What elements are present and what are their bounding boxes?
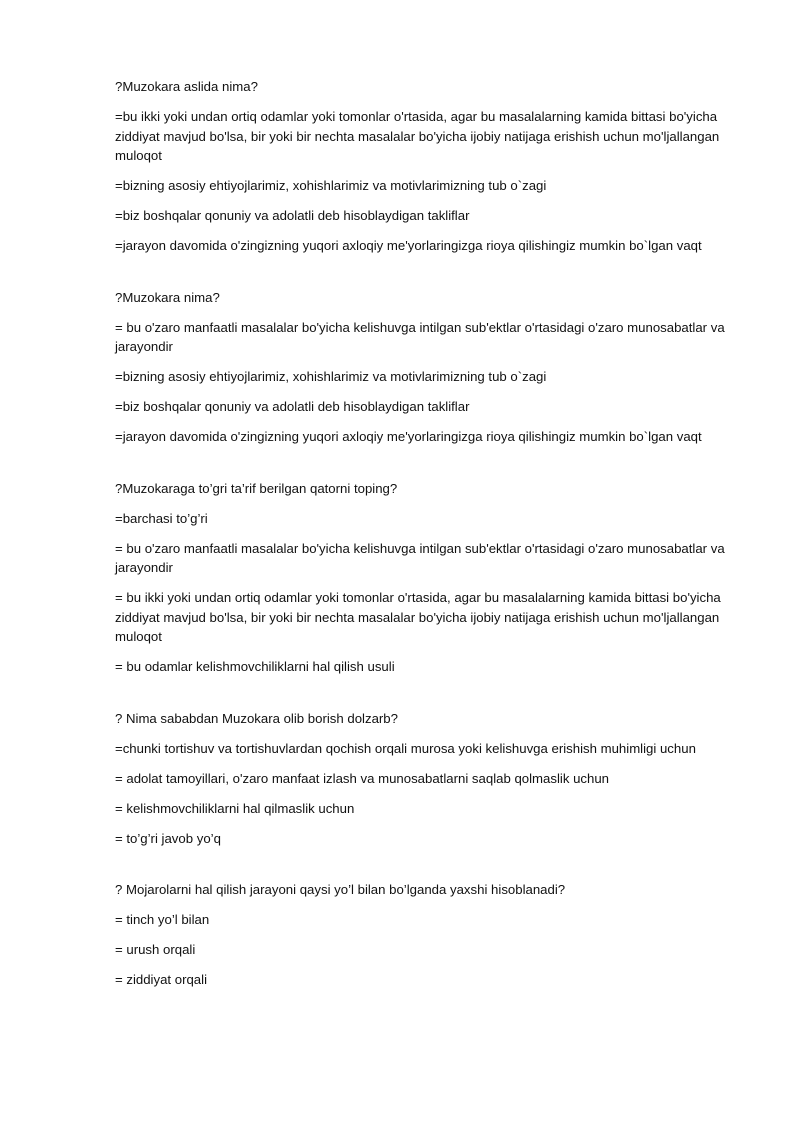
answer-option: =bu ikki yoki undan ortiq odamlar yoki tomonlar o'rtasida, agar bu masalalarning kamida bittasi bo'yicha ziddiyat mavjud bo'lsa, bir yoki bir nechta masalalar bo'yicha ijobiy natijaga erishish uchun mo'ljallangan muloqot (115, 109, 720, 163)
answer-option: = tinch yo’l bilan (115, 912, 210, 927)
question-block (115, 709, 747, 849)
question-block (115, 288, 747, 447)
answer-option: =jarayon davomida o'zingizning yuqori axloqiy me'yorlaringizga rioya qilishingiz mumkin bo`lgan vaqt (115, 238, 702, 253)
answer-option: = bu o'zaro manfaatli masalalar bo'yicha kelishuvga intilgan sub'ektlar o'rtasidagi o'zaro munosabatlar va jarayondir (115, 319, 725, 354)
document-page (115, 77, 747, 1022)
answer-option: = urush orqali (115, 942, 196, 957)
question-text: ?Muzokara aslida nima? (115, 79, 258, 94)
answer-option: =barchasi to’g’ri (115, 510, 208, 526)
answer-option: =jarayon davomida o'zingizning yuqori axloqiy me'yorlaringizga rioya qilishingiz mumkin bo`lgan vaqt (115, 429, 702, 444)
question-block (115, 77, 747, 256)
answer-option: =biz boshqalar qonuniy va adolatli deb hisoblaydigan takliflar (115, 208, 470, 223)
answer-option: =bizning asosiy ehtiyojlarimiz, xohishlarimiz va motivlarimizning tub o`zagi (115, 369, 547, 384)
question-text: ?Muzokaraga to’gri ta’rif berilgan qatorni toping? (115, 480, 398, 496)
answer-option: =biz boshqalar qonuniy va adolatli deb hisoblaydigan takliflar (115, 399, 470, 414)
question-text: ?Muzokara nima? (115, 289, 220, 305)
answer-option: =chunki tortishuv va tortishuvlardan qochish orqali murosa yoki kelishuvga erishish muhimligi uchun (115, 740, 696, 756)
answer-option: = ziddiyat orqali (115, 972, 207, 987)
answer-option: = bu ikki yoki undan ortiq odamlar yoki tomonlar o'rtasida, agar bu masalalarning kamida bittasi bo'yicha ziddiyat mavjud bo'lsa, bir yoki bir nechta masalalar bo'yicha ijobiy natijaga erishish uchun mo'ljallangan muloqot (115, 590, 721, 644)
answer-option: =bizning asosiy ehtiyojlarimiz, xohishlarimiz va motivlarimizning tub o`zagi (115, 178, 547, 193)
answer-option: = bu odamlar kelishmovchiliklarni hal qilish usuli (115, 659, 395, 674)
answer-option: = bu o'zaro manfaatli masalalar bo'yicha kelishuvga intilgan sub'ektlar o'rtasidagi o'zaro munosabatlar va jarayondir (115, 540, 725, 575)
answer-option: = to’g’ri javob yo’q (115, 830, 221, 846)
question-text: ? Mojarolarni hal qilish jarayoni qaysi yo’l bilan bo’lganda yaxshi hisoblanadi? (115, 882, 566, 897)
answer-option: = adolat tamoyillari, o'zaro manfaat izlash va munosabatlarni saqlab qolmaslik uchun (115, 770, 610, 786)
question-block (115, 479, 747, 677)
question-text: ? Nima sababdan Muzokara olib borish dolzarb? (115, 710, 398, 726)
answer-option: = kelishmovchiliklarni hal qilmaslik uchun (115, 800, 355, 816)
question-block (115, 880, 747, 990)
